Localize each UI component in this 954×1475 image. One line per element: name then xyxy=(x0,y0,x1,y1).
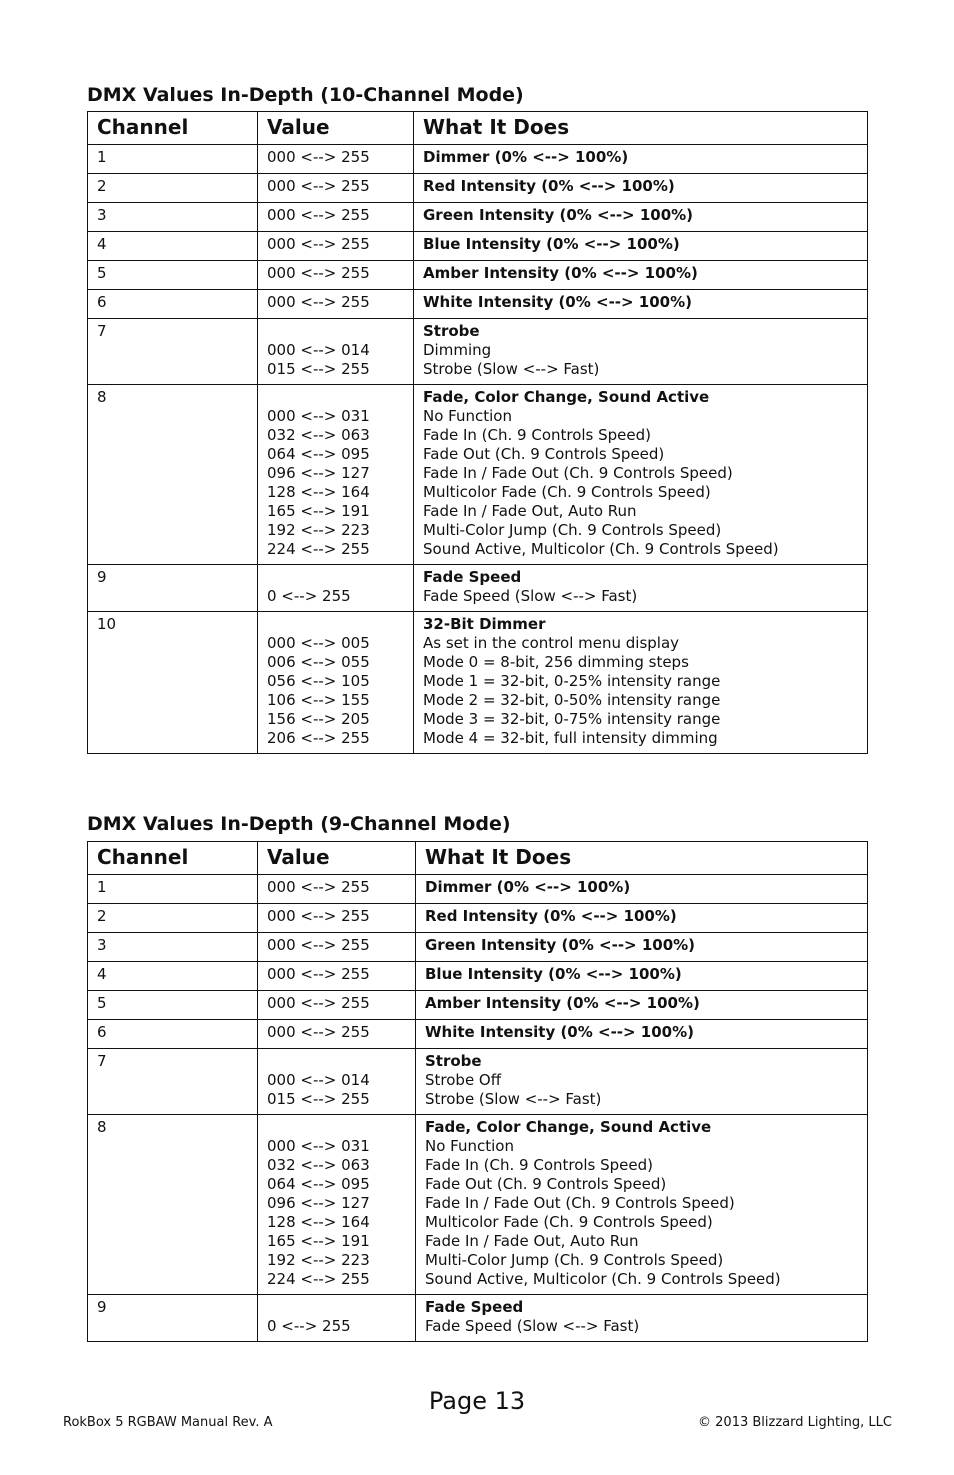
value-range: 000 <--> 014 xyxy=(267,341,370,359)
function-description: Mode 3 = 32-bit, 0-75% intensity range xyxy=(423,710,721,728)
description-cell xyxy=(414,565,868,612)
footer-copyright: © 2013 Blizzard Lighting, LLC xyxy=(698,1415,892,1430)
description-cell xyxy=(414,319,868,385)
value-range: 000 <--> 255 xyxy=(267,907,370,925)
function-heading: Fade, Color Change, Sound Active xyxy=(425,1118,712,1136)
value-range: 206 <--> 255 xyxy=(267,729,370,747)
value-range: 096 <--> 127 xyxy=(267,464,370,482)
channel-cell: 5 xyxy=(88,991,258,1020)
channel-cell: 4 xyxy=(88,962,258,991)
column-header-channel: Channel xyxy=(88,112,258,145)
table-header-row xyxy=(88,842,868,875)
value-range: 000 <--> 014 xyxy=(267,1071,370,1089)
table-row xyxy=(88,319,868,385)
value-range: 192 <--> 223 xyxy=(267,1251,370,1269)
table-row xyxy=(88,261,868,290)
table-row xyxy=(88,203,868,232)
value-cell xyxy=(258,385,414,565)
footer-manual-title: RokBox 5 RGBAW Manual Rev. A xyxy=(63,1415,273,1430)
value-cell xyxy=(258,991,416,1020)
value-range: 000 <--> 255 xyxy=(267,148,370,166)
value-cell xyxy=(258,1049,416,1115)
channel-cell: 9 xyxy=(88,1295,258,1342)
table-row xyxy=(88,1020,868,1049)
description-cell xyxy=(416,875,868,904)
function-heading: Strobe xyxy=(425,1052,482,1070)
section-title-9-channel: DMX Values In-Depth (9-Channel Mode) xyxy=(87,813,511,835)
dmx-table-10-channel xyxy=(87,111,868,754)
channel-cell: 3 xyxy=(88,203,258,232)
table-row xyxy=(88,933,868,962)
description-cell xyxy=(416,1115,868,1295)
table-row xyxy=(88,174,868,203)
description-cell xyxy=(414,261,868,290)
value-range: 064 <--> 095 xyxy=(267,1175,370,1193)
channel-cell: 7 xyxy=(88,1049,258,1115)
function-heading: Red Intensity (0% <--> 100%) xyxy=(423,177,675,195)
value-cell xyxy=(258,933,416,962)
value-spacer xyxy=(267,1298,407,1317)
function-description: Mode 1 = 32-bit, 0-25% intensity range xyxy=(423,672,721,690)
description-cell xyxy=(416,1049,868,1115)
channel-cell: 9 xyxy=(88,565,258,612)
channel-cell: 2 xyxy=(88,904,258,933)
channel-cell: 6 xyxy=(88,290,258,319)
value-range: 165 <--> 191 xyxy=(267,502,370,520)
function-description: Sound Active, Multicolor (Ch. 9 Controls Speed) xyxy=(423,540,779,558)
function-heading: Green Intensity (0% <--> 100%) xyxy=(425,936,696,954)
value-spacer xyxy=(267,615,405,634)
value-range: 006 <--> 055 xyxy=(267,653,370,671)
function-description: Strobe Off xyxy=(425,1071,502,1089)
table-row xyxy=(88,962,868,991)
column-header-channel: Channel xyxy=(88,842,258,875)
description-cell xyxy=(416,904,868,933)
value-range: 032 <--> 063 xyxy=(267,1156,370,1174)
function-heading: White Intensity (0% <--> 100%) xyxy=(423,293,693,311)
table-header-row xyxy=(88,112,868,145)
value-cell xyxy=(258,875,416,904)
function-heading: Amber Intensity (0% <--> 100%) xyxy=(423,264,698,282)
column-header-what-it-does: What It Does xyxy=(414,112,868,145)
function-heading: Green Intensity (0% <--> 100%) xyxy=(423,206,694,224)
function-description: Sound Active, Multicolor (Ch. 9 Controls Speed) xyxy=(425,1270,781,1288)
function-heading: Red Intensity (0% <--> 100%) xyxy=(425,907,677,925)
function-heading: Strobe xyxy=(423,322,480,340)
column-header-value: Value xyxy=(258,112,414,145)
value-range: 000 <--> 255 xyxy=(267,206,370,224)
channel-cell: 8 xyxy=(88,385,258,565)
value-range: 096 <--> 127 xyxy=(267,1194,370,1212)
function-heading: Dimmer (0% <--> 100%) xyxy=(425,878,631,896)
function-description: Multicolor Fade (Ch. 9 Controls Speed) xyxy=(425,1213,713,1231)
value-spacer xyxy=(267,388,405,407)
function-description: Fade Out (Ch. 9 Controls Speed) xyxy=(425,1175,667,1193)
channel-cell: 1 xyxy=(88,875,258,904)
description-cell xyxy=(416,1295,868,1342)
function-description: Mode 4 = 32-bit, full intensity dimming xyxy=(423,729,718,747)
function-description: Strobe (Slow <--> Fast) xyxy=(425,1090,602,1108)
function-description: Dimming xyxy=(423,341,492,359)
value-cell xyxy=(258,290,414,319)
value-range: 224 <--> 255 xyxy=(267,540,370,558)
function-heading: White Intensity (0% <--> 100%) xyxy=(425,1023,695,1041)
value-spacer xyxy=(267,1052,407,1071)
function-description: Strobe (Slow <--> Fast) xyxy=(423,360,600,378)
table-row xyxy=(88,1049,868,1115)
channel-cell: 7 xyxy=(88,319,258,385)
value-range: 156 <--> 205 xyxy=(267,710,370,728)
value-range: 192 <--> 223 xyxy=(267,521,370,539)
section-title-10-channel: DMX Values In-Depth (10-Channel Mode) xyxy=(87,84,524,106)
function-description: As set in the control menu display xyxy=(423,634,680,652)
function-description: Fade Speed (Slow <--> Fast) xyxy=(425,1317,640,1335)
value-range: 015 <--> 255 xyxy=(267,1090,370,1108)
function-heading: Fade Speed xyxy=(425,1298,524,1316)
function-heading: Dimmer (0% <--> 100%) xyxy=(423,148,629,166)
value-cell xyxy=(258,203,414,232)
table-row xyxy=(88,145,868,174)
function-heading: 32-Bit Dimmer xyxy=(423,615,546,633)
table-row xyxy=(88,991,868,1020)
value-cell xyxy=(258,904,416,933)
value-range: 000 <--> 031 xyxy=(267,1137,370,1155)
description-cell xyxy=(414,385,868,565)
function-description: Multi-Color Jump (Ch. 9 Controls Speed) xyxy=(423,521,722,539)
value-range: 165 <--> 191 xyxy=(267,1232,370,1250)
value-range: 000 <--> 255 xyxy=(267,994,370,1012)
value-range: 128 <--> 164 xyxy=(267,1213,370,1231)
value-cell xyxy=(258,319,414,385)
function-description: Fade In / Fade Out (Ch. 9 Controls Speed) xyxy=(423,464,733,482)
function-description: Fade In (Ch. 9 Controls Speed) xyxy=(423,426,652,444)
value-range: 128 <--> 164 xyxy=(267,483,370,501)
value-range: 224 <--> 255 xyxy=(267,1270,370,1288)
channel-cell: 2 xyxy=(88,174,258,203)
value-range: 000 <--> 255 xyxy=(267,293,370,311)
value-spacer xyxy=(267,1118,407,1137)
channel-cell: 6 xyxy=(88,1020,258,1049)
function-description: Fade Out (Ch. 9 Controls Speed) xyxy=(423,445,665,463)
description-cell xyxy=(416,962,868,991)
table-body xyxy=(88,145,868,754)
function-description: Fade In (Ch. 9 Controls Speed) xyxy=(425,1156,654,1174)
table-row xyxy=(88,612,868,754)
value-range: 0 <--> 255 xyxy=(267,1317,351,1335)
value-range: 064 <--> 095 xyxy=(267,445,370,463)
description-cell xyxy=(414,174,868,203)
value-range: 000 <--> 255 xyxy=(267,264,370,282)
value-range: 0 <--> 255 xyxy=(267,587,351,605)
channel-cell: 5 xyxy=(88,261,258,290)
table-row xyxy=(88,232,868,261)
dmx-table-9-channel xyxy=(87,841,868,1342)
table-row xyxy=(88,290,868,319)
function-heading: Amber Intensity (0% <--> 100%) xyxy=(425,994,700,1012)
description-cell xyxy=(414,145,868,174)
value-range: 000 <--> 255 xyxy=(267,1023,370,1041)
value-range: 032 <--> 063 xyxy=(267,426,370,444)
function-heading: Fade Speed xyxy=(423,568,522,586)
description-cell xyxy=(416,1020,868,1049)
value-range: 000 <--> 255 xyxy=(267,936,370,954)
table-row xyxy=(88,1295,868,1342)
value-cell xyxy=(258,1020,416,1049)
value-cell xyxy=(258,145,414,174)
table-row xyxy=(88,385,868,565)
table-body xyxy=(88,875,868,1342)
table-row xyxy=(88,875,868,904)
function-heading: Blue Intensity (0% <--> 100%) xyxy=(423,235,680,253)
value-range: 000 <--> 255 xyxy=(267,235,370,253)
table-row xyxy=(88,565,868,612)
function-description: Multi-Color Jump (Ch. 9 Controls Speed) xyxy=(425,1251,724,1269)
channel-cell: 8 xyxy=(88,1115,258,1295)
value-range: 000 <--> 005 xyxy=(267,634,370,652)
value-cell xyxy=(258,174,414,203)
value-spacer xyxy=(267,322,405,341)
channel-cell: 3 xyxy=(88,933,258,962)
function-description: Mode 0 = 8-bit, 256 dimming steps xyxy=(423,653,689,671)
description-cell xyxy=(416,991,868,1020)
value-spacer xyxy=(267,568,405,587)
table-row xyxy=(88,1115,868,1295)
function-description: Fade In / Fade Out, Auto Run xyxy=(425,1232,639,1250)
description-cell xyxy=(414,290,868,319)
function-description: No Function xyxy=(425,1137,514,1155)
value-cell xyxy=(258,1115,416,1295)
value-cell xyxy=(258,962,416,991)
function-description: Fade In / Fade Out (Ch. 9 Controls Speed) xyxy=(425,1194,735,1212)
channel-cell: 4 xyxy=(88,232,258,261)
value-cell xyxy=(258,565,414,612)
channel-cell: 1 xyxy=(88,145,258,174)
channel-cell: 10 xyxy=(88,612,258,754)
column-header-value: Value xyxy=(258,842,416,875)
page-number: Page 13 xyxy=(428,1387,526,1415)
function-description: Fade In / Fade Out, Auto Run xyxy=(423,502,637,520)
value-cell xyxy=(258,612,414,754)
value-range: 000 <--> 255 xyxy=(267,965,370,983)
value-cell xyxy=(258,1295,416,1342)
table-row xyxy=(88,904,868,933)
value-cell xyxy=(258,261,414,290)
function-description: Mode 2 = 32-bit, 0-50% intensity range xyxy=(423,691,721,709)
value-range: 106 <--> 155 xyxy=(267,691,370,709)
value-range: 015 <--> 255 xyxy=(267,360,370,378)
value-range: 000 <--> 031 xyxy=(267,407,370,425)
value-range: 000 <--> 255 xyxy=(267,177,370,195)
value-cell xyxy=(258,232,414,261)
description-cell xyxy=(414,203,868,232)
function-heading: Blue Intensity (0% <--> 100%) xyxy=(425,965,682,983)
function-description: Multicolor Fade (Ch. 9 Controls Speed) xyxy=(423,483,711,501)
description-cell xyxy=(414,612,868,754)
description-cell xyxy=(414,232,868,261)
function-description: Fade Speed (Slow <--> Fast) xyxy=(423,587,638,605)
value-range: 056 <--> 105 xyxy=(267,672,370,690)
description-cell xyxy=(416,933,868,962)
value-range: 000 <--> 255 xyxy=(267,878,370,896)
function-heading: Fade, Color Change, Sound Active xyxy=(423,388,710,406)
function-description: No Function xyxy=(423,407,512,425)
column-header-what-it-does: What It Does xyxy=(416,842,868,875)
